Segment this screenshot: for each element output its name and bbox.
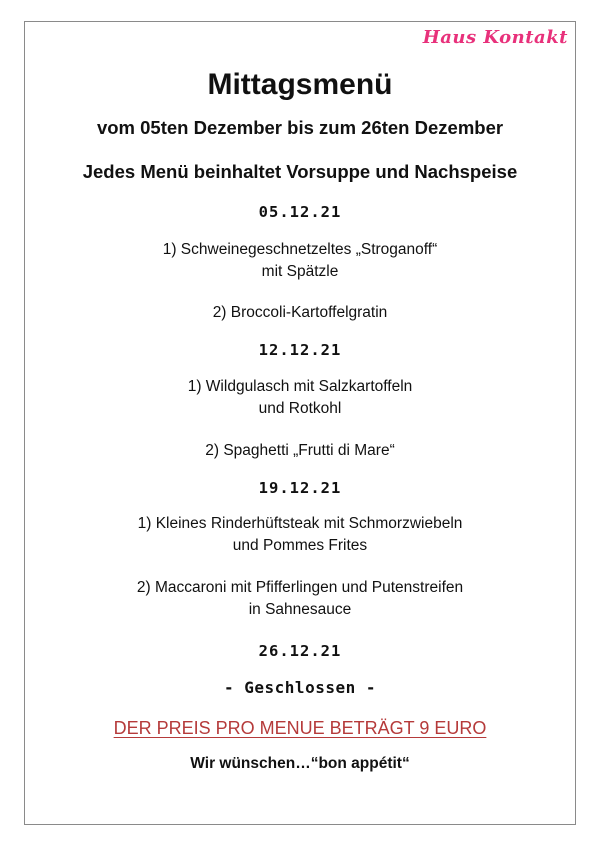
closing-greeting: Wir wünschen…“bon appétit“ — [190, 755, 410, 772]
dish-line: 1) Wildgulasch mit Salzkartoffeln — [187, 378, 413, 395]
dish-line: in Sahnesauce — [248, 601, 352, 619]
menu-title: Mittagsmenü — [207, 68, 393, 101]
brand-logo: Haus Kontakt — [422, 27, 568, 48]
menu-note: Jedes Menü beinhaltet Vorsuppe und Nachspeise — [82, 161, 518, 182]
dish-item — [24, 441, 576, 460]
dish-item — [24, 514, 576, 556]
dish-line: 1) Schweinegeschnetzeltes „Stroganoff“ — [162, 241, 438, 258]
dish-item — [24, 303, 576, 322]
dish-line: und Pommes Frites — [232, 537, 368, 555]
dish-item — [24, 377, 576, 419]
price-notice: DER PREIS PRO MENUE BETRÄGT 9 EURO — [113, 718, 487, 738]
day-date: 19.12.21 — [258, 479, 342, 497]
day-date: 05.12.21 — [258, 203, 342, 221]
dish-line: 2) Maccaroni mit Pfifferlingen und Putenstreifen — [136, 579, 464, 596]
dish-item — [24, 240, 576, 282]
dish-line: 2) Spaghetti „Frutti di Mare“ — [205, 442, 395, 459]
day-date: 26.12.21 — [258, 642, 342, 660]
day-date: 12.12.21 — [258, 341, 342, 359]
dish-line: mit Spätzle — [261, 263, 339, 281]
dish-line: und Rotkohl — [258, 400, 342, 418]
dish-line: 1) Kleines Rinderhüftsteak mit Schmorzwiebeln — [137, 515, 463, 532]
closed-notice: - Geschlossen - — [224, 678, 376, 697]
dish-item — [24, 578, 576, 620]
menu-period: vom 05ten Dezember bis zum 26ten Dezember — [96, 117, 504, 138]
dish-line: 2) Broccoli-Kartoffelgratin — [212, 304, 388, 321]
menu-border — [24, 21, 576, 825]
